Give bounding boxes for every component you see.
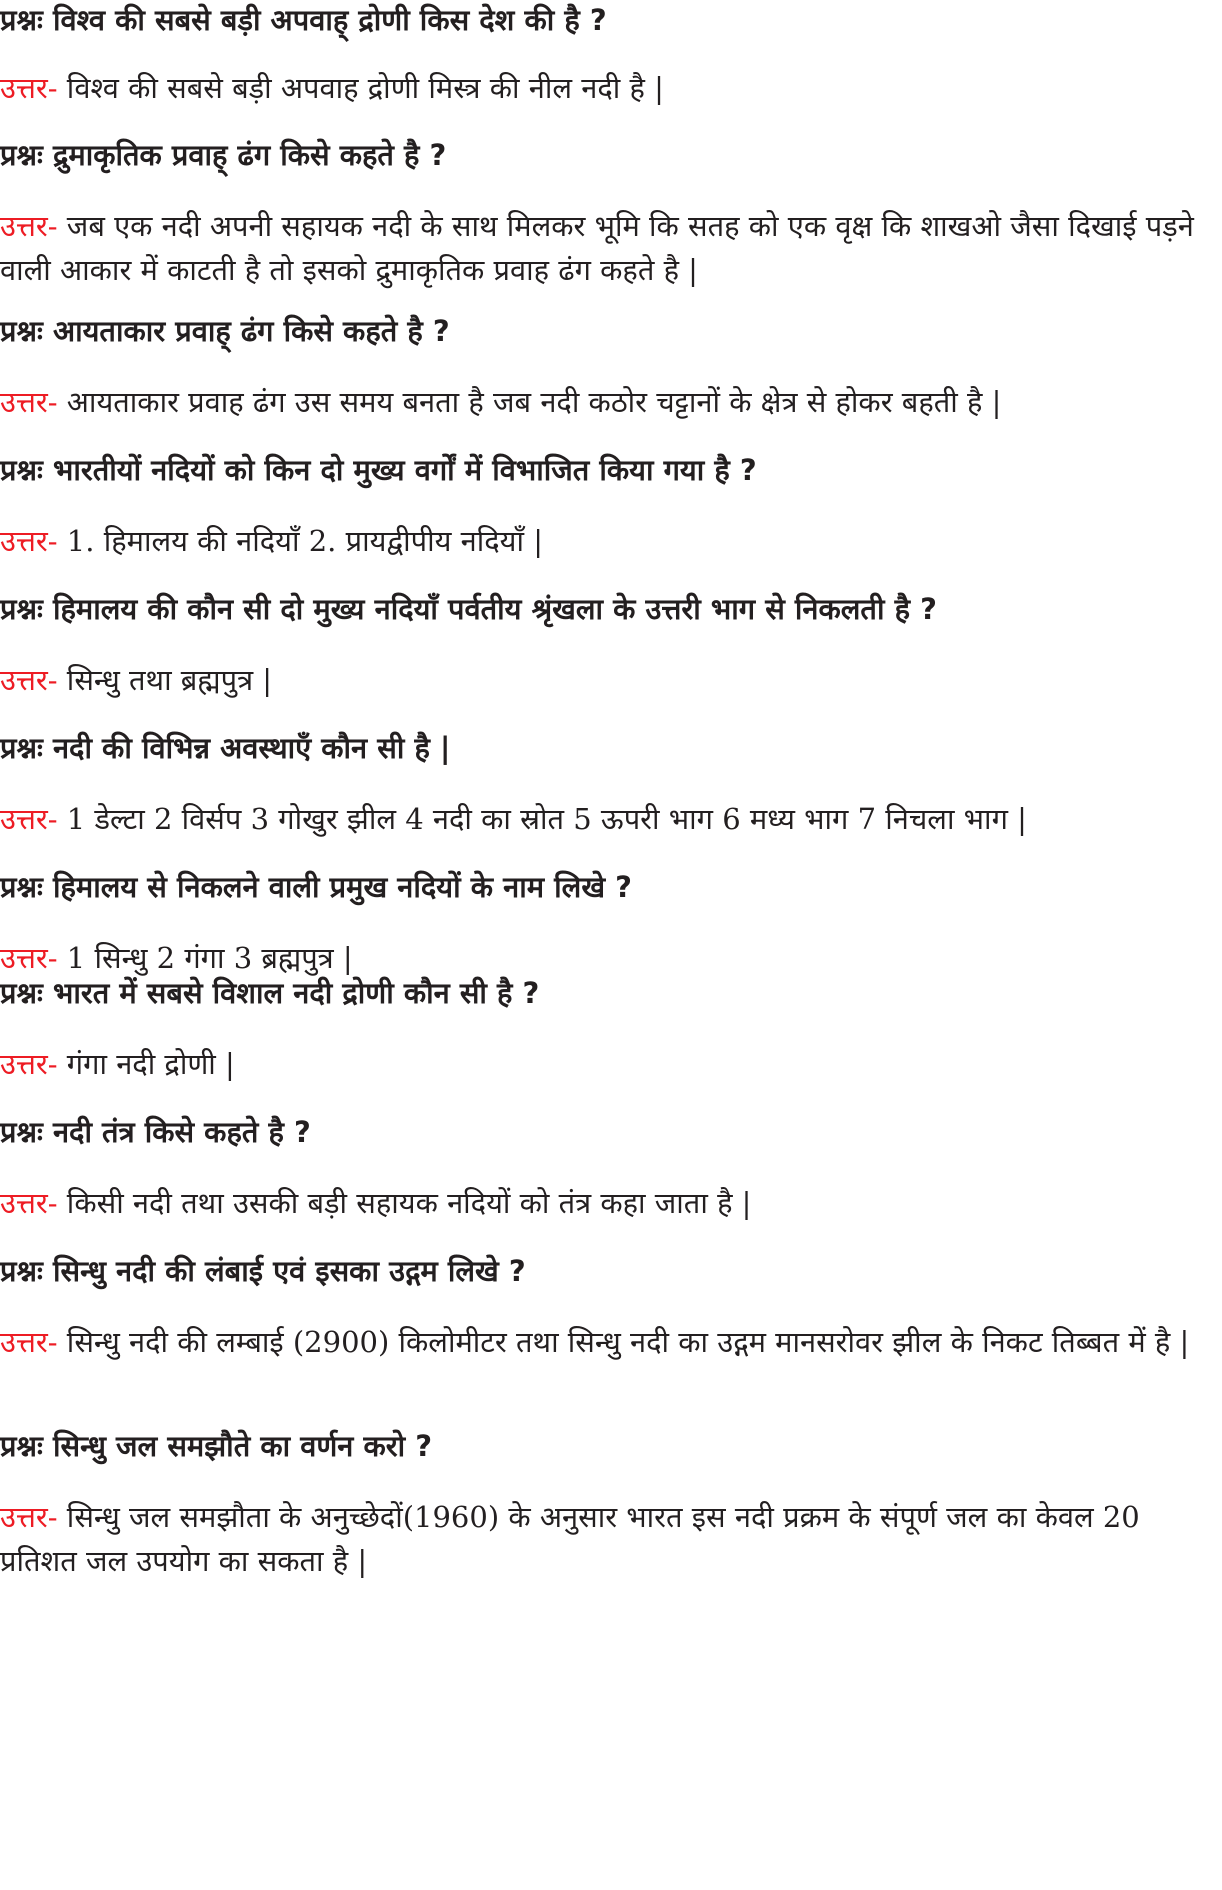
answer-10 bbox=[0, 1320, 1215, 1364]
answer-label: उत्तर- bbox=[0, 1325, 58, 1359]
answer-label: उत्तर- bbox=[0, 524, 58, 558]
answer-text: गंगा नदी द्रोणी | bbox=[57, 1047, 235, 1081]
answer-text: सिन्धु तथा ब्रह्मपुत्र | bbox=[57, 663, 273, 697]
answer-label: उत्तर- bbox=[0, 209, 58, 243]
question-6: प्रश्नः नदी की विभिन्न अवस्थाएँ कौन सी है | bbox=[0, 731, 451, 765]
answer-text: आयताकार प्रवाह ढंग उस समय बनता है जब नदी कठोर चट्टानों के क्षेत्र से होकर बहती है | bbox=[57, 385, 1002, 419]
answer-text: विश्व की सबसे बड़ी अपवाह द्रोणी मिस्त्र की नील नदी है | bbox=[57, 71, 664, 105]
answer-label: उत्तर- bbox=[0, 663, 58, 697]
answer-text: 1 डेल्टा 2 विर्सप 3 गोखुर झील 4 नदी का स्रोत 5 ऊपरी भाग 6 मध्य भाग 7 निचला भाग | bbox=[57, 802, 1027, 836]
answer-6 bbox=[0, 797, 1215, 841]
answer-label: उत्तर- bbox=[0, 802, 58, 836]
question-1: प्रश्नः विश्व की सबसे बड़ी अपवाह् द्रोणी किस देश की है ? bbox=[0, 3, 607, 37]
answer-label: उत्तर- bbox=[0, 1047, 58, 1081]
answer-4 bbox=[0, 519, 1215, 563]
answer-label: उत्तर- bbox=[0, 941, 58, 975]
answer-label: उत्तर- bbox=[0, 385, 58, 419]
question-9: प्रश्नः नदी तंत्र किसे कहते है ? bbox=[0, 1115, 311, 1149]
answer-text: सिन्धु नदी की लम्बाई (2900) किलोमीटर तथा सिन्धु नदी का उद्गम मानसरोवर झील के निकट तिब्बत में है | bbox=[57, 1325, 1190, 1359]
answer-9 bbox=[0, 1181, 1215, 1225]
question-7: प्रश्नः हिमालय से निकलने वाली प्रमुख नदियों के नाम लिखे ? bbox=[0, 870, 632, 904]
answer-label: उत्तर- bbox=[0, 1500, 58, 1534]
answer-8 bbox=[0, 1042, 1215, 1086]
answer-11 bbox=[0, 1495, 1215, 1583]
answer-2 bbox=[0, 204, 1215, 292]
question-11: प्रश्नः सिन्धु जल समझौते का वर्णन करो ? bbox=[0, 1429, 433, 1463]
question-5: प्रश्नः हिमालय की कौन सी दो मुख्य नदियाँ पर्वतीय श्रृंखला के उत्तरी भाग से निकलती है ? bbox=[0, 592, 937, 626]
answer-3 bbox=[0, 380, 1215, 424]
answer-label: उत्तर- bbox=[0, 1186, 58, 1220]
question-10: प्रश्नः सिन्धु नदी की लंबाई एवं इसका उद्गम लिखे ? bbox=[0, 1254, 526, 1288]
question-8: प्रश्नः भारत में सबसे विशाल नदी द्रोणी कौन सी है ? bbox=[0, 976, 540, 1010]
answer-text: 1. हिमालय की नदियाँ 2. प्रायद्वीपीय नदियाँ | bbox=[57, 524, 543, 558]
answer-1 bbox=[0, 66, 1215, 110]
answer-text: किसी नदी तथा उसकी बड़ी सहायक नदियों को तंत्र कहा जाता है | bbox=[57, 1186, 752, 1220]
answer-text: जब एक नदी अपनी सहायक नदी के साथ मिलकर भूमि कि सतह को एक वृक्ष कि शाखओ जैसा दिखाई पड़ने वाली आकार में काटती है तो इसको द्रुमाकृतिक प्रवाह ढंग कहते है | bbox=[0, 209, 1194, 287]
answer-text: 1 सिन्धु 2 गंगा 3 ब्रह्मपुत्र | bbox=[57, 941, 353, 975]
question-4: प्रश्नः भारतीयों नदियों को किन दो मुख्य वर्गों में विभाजित किया गया है ? bbox=[0, 453, 757, 487]
answer-5 bbox=[0, 658, 1215, 702]
answer-text: सिन्धु जल समझौता के अनुच्छेदों(1960) के अनुसार भारत इस नदी प्रक्रम के संपूर्ण जल का केवल 20 प्रतिशत जल उपयोग का सकता है | bbox=[0, 1500, 1140, 1578]
question-2: प्रश्नः द्रुमाकृतिक प्रवाह् ढंग किसे कहते है ? bbox=[0, 138, 447, 172]
question-3: प्रश्नः आयताकार प्रवाह् ढंग किसे कहते है ? bbox=[0, 314, 450, 348]
answer-label: उत्तर- bbox=[0, 71, 58, 105]
